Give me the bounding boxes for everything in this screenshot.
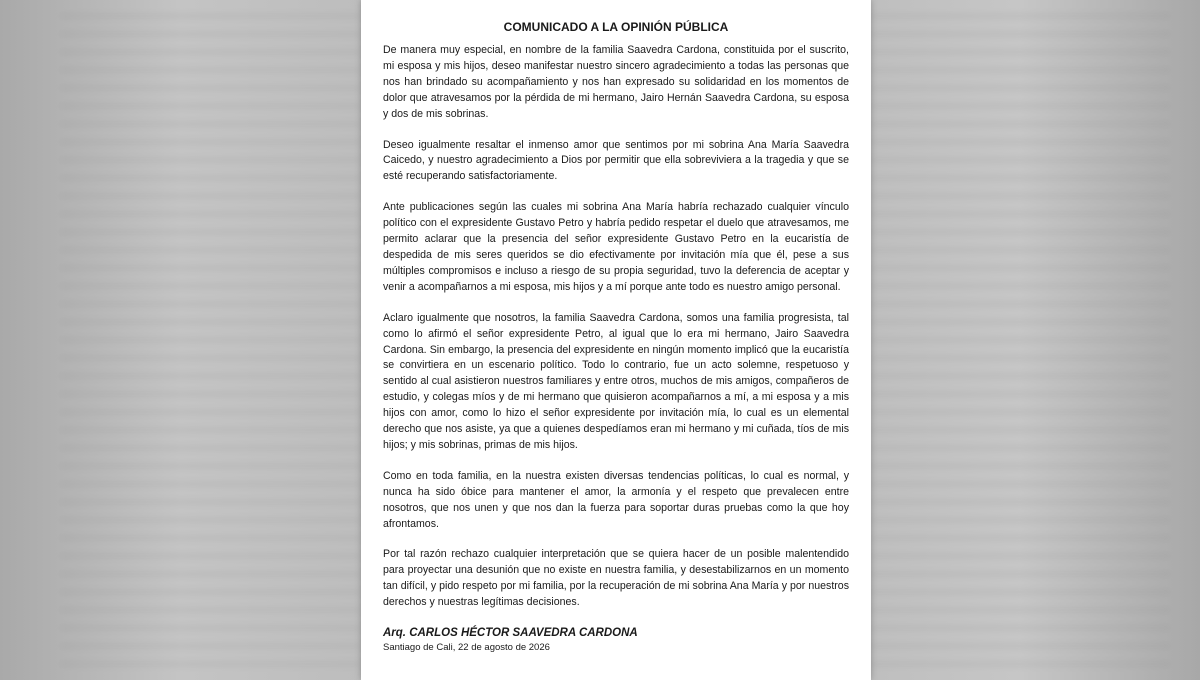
document-title: COMUNICADO A LA OPINIÓN PÚBLICA: [503, 20, 729, 34]
document-content: [383, 20, 849, 654]
paragraph-4: Aclaro igualmente que nosotros, la familia Saavedra Cardona, somos una familia progresista, tal como lo afirmó el señor expresidente Petro, al igual que lo era mi hermano, Jairo Saavedra Cardona. Sin embargo, la presencia del expresidente en ningún momento implicó que la eucaristía se convirtiera en un escenario político. Todo lo contrario, fue un acto solemne, respetuoso y sentido al cual asistieron nuestros familiares y entre otros, muchos de mis amigos, compañeros de estudio, y colegas míos y de mi hermano que quisieron acompañarnos a mí, a mi esposa y a mis hijos con amor, como lo hizo el señor expresidente por invitación mía, lo cual es un elemental derecho que nos asiste, ya que a quienes despedíamos eran mi hermano y mi cuñada, tíos de mis hijos; y mis sobrinas, primas de mis hijos.: [383, 311, 849, 451]
paragraph-1: De manera muy especial, en nombre de la familia Saavedra Cardona, constituida por el suscrito, mi esposa y mis hijos, deseo manifestar nuestro sincero agradecimiento a todas las personas que nos han brindado su acompañamiento y nos han expresado su solidaridad en los momentos de dolor que atravesamos por la pérdida de mi hermano, Jairo Hernán Saavedra Cardona, su esposa y dos de mis sobrinas.: [383, 44, 849, 120]
blurred-background-left: [60, 0, 360, 680]
signature-place-date: Santiago de Cali, 22 de agosto de 2026: [383, 642, 550, 654]
signature-name: Arq. CARLOS HÉCTOR SAAVEDRA CARDONA: [383, 627, 638, 640]
paragraph-6: Por tal razón rechazo cualquier interpretación que se quiera hacer de un posible malentendido para proyectar una desunión que no existe en nuestra familia, y desestabilizarnos en un momento tan difícil, y pido respeto por mi familia, por la recuperación de mi sobrina Ana María y por nuestros derechos y nuestras legítimas decisiones.: [383, 548, 849, 609]
paragraph-3: Ante publicaciones según las cuales mi sobrina Ana María habría rechazado cualquier vínculo político con el expresidente Gustavo Petro y habría pedido respetar el duelo que atravesamos, me permito aclarar que la presencia del señor expresidente Gustavo Petro en la eucaristía de despedida de mis seres queridos se dio efectivamente por invitación mía que él, pese a sus múltiples compromisos e incluso a riesgo de su propia seguridad, tuvo la deferencia de aceptar y venir a acompañarnos a mi esposa, mis hijos y a mí porque ante todo es nuestro amigo personal.: [383, 201, 849, 293]
paragraph-5: Como en toda familia, en la nuestra existen diversas tendencias políticas, lo cual es normal, y nunca ha sido óbice para mantener el amor, la armonía y el respeto que prevalecen entre nosotros, que nos unen y que nos dan la fuerza para soportar duras pruebas como la que hoy afrontamos.: [383, 469, 849, 530]
paragraph-2: Deseo igualmente resaltar el inmenso amor que sentimos por mi sobrina Ana María Saavedra Caicedo, y nuestro agradecimiento a Dios por permitir que ella sobreviviera a la tragedia y que se esté recuperando satisfactoriamente.: [383, 138, 849, 183]
blurred-background-right: [870, 0, 1170, 680]
document-page: [361, 0, 871, 680]
